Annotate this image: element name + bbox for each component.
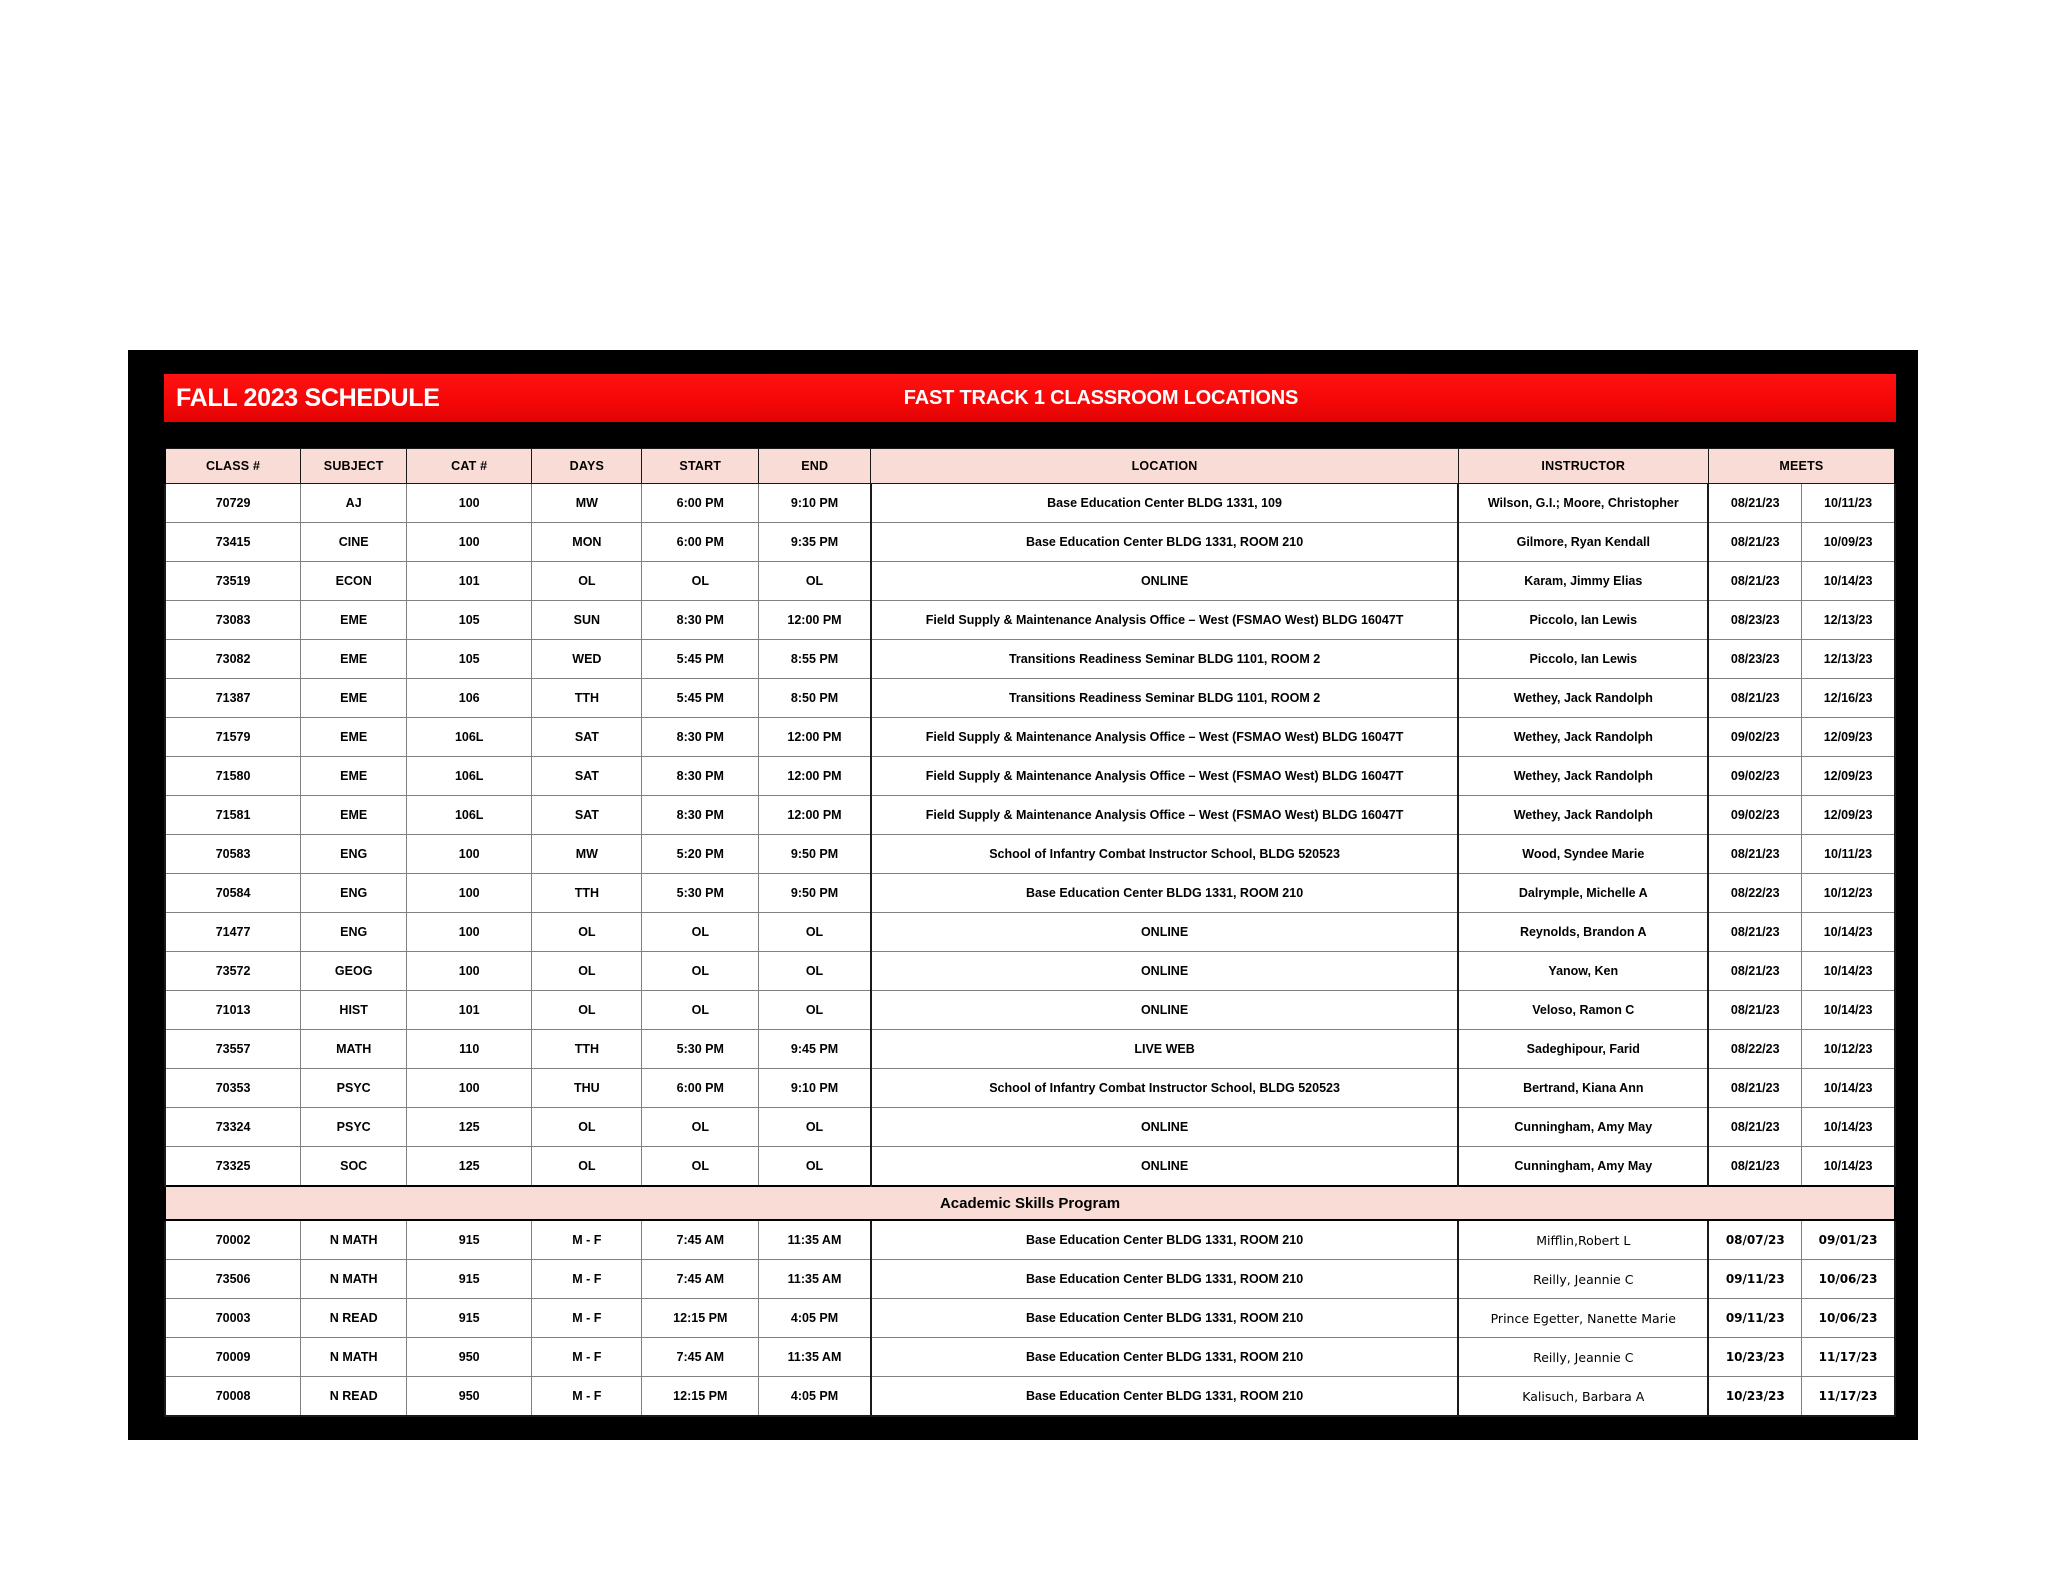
cell-meets-start: 09/02/23 — [1708, 718, 1801, 757]
cell-class-no: 71387 — [165, 679, 301, 718]
cell-class-no: 71581 — [165, 796, 301, 835]
table-row[interactable] — [165, 1299, 1895, 1338]
cell-subject: ENG — [301, 835, 407, 874]
cell-end-time: OL — [759, 1147, 871, 1187]
cell-start-time: 7:45 AM — [642, 1260, 759, 1299]
cell-subject: EME — [301, 640, 407, 679]
cell-instructor: Prince Egetter, Nanette Marie — [1458, 1299, 1708, 1338]
cell-meets-end: 10/14/23 — [1802, 562, 1895, 601]
table-body — [165, 484, 1895, 1417]
cell-meets-start: 08/21/23 — [1708, 484, 1801, 523]
cell-end-time: 9:50 PM — [759, 874, 871, 913]
cell-subject: N MATH — [301, 1220, 407, 1260]
cell-meets-start: 08/22/23 — [1708, 874, 1801, 913]
cell-subject: AJ — [301, 484, 407, 523]
cell-location: ONLINE — [871, 1108, 1458, 1147]
cell-meets-end: 12/09/23 — [1802, 796, 1895, 835]
cell-instructor: Wethey, Jack Randolph — [1458, 757, 1708, 796]
cell-meets-start: 09/11/23 — [1708, 1299, 1801, 1338]
cell-start-time: 5:20 PM — [642, 835, 759, 874]
cell-cat-no: 100 — [407, 1069, 532, 1108]
cell-meets-end: 09/01/23 — [1802, 1220, 1895, 1260]
cell-end-time: 8:55 PM — [759, 640, 871, 679]
cell-days: OL — [532, 1147, 642, 1187]
cell-location: Base Education Center BLDG 1331, ROOM 210 — [871, 523, 1458, 562]
cell-meets-start: 08/21/23 — [1708, 1069, 1801, 1108]
cell-meets-start: 08/23/23 — [1708, 601, 1801, 640]
table-row[interactable] — [165, 1030, 1895, 1069]
cell-meets-start: 08/21/23 — [1708, 991, 1801, 1030]
cell-end-time: 9:10 PM — [759, 484, 871, 523]
cell-class-no: 71579 — [165, 718, 301, 757]
cell-instructor: Bertrand, Kiana Ann — [1458, 1069, 1708, 1108]
cell-instructor: Sadeghipour, Farid — [1458, 1030, 1708, 1069]
table-row[interactable] — [165, 1377, 1895, 1417]
cell-end-time: OL — [759, 913, 871, 952]
cell-start-time: OL — [642, 991, 759, 1030]
cell-instructor: Karam, Jimmy Elias — [1458, 562, 1708, 601]
cell-location: Field Supply & Maintenance Analysis Office – West (FSMAO West) BLDG 16047T — [871, 796, 1458, 835]
cell-meets-end: 10/14/23 — [1802, 1069, 1895, 1108]
cell-subject: ENG — [301, 874, 407, 913]
cell-meets-end: 10/06/23 — [1802, 1299, 1895, 1338]
cell-days: SAT — [532, 718, 642, 757]
table-row[interactable] — [165, 991, 1895, 1030]
cell-subject: ECON — [301, 562, 407, 601]
cell-days: OL — [532, 991, 642, 1030]
col-header-location: LOCATION — [871, 449, 1458, 484]
cell-end-time: 11:35 AM — [759, 1220, 871, 1260]
cell-end-time: 12:00 PM — [759, 718, 871, 757]
cell-class-no: 71580 — [165, 757, 301, 796]
cell-days: WED — [532, 640, 642, 679]
col-header-cat-no: CAT # — [407, 449, 532, 484]
cell-location: Field Supply & Maintenance Analysis Office – West (FSMAO West) BLDG 16047T — [871, 601, 1458, 640]
col-header-days: DAYS — [532, 449, 642, 484]
cell-days: SAT — [532, 796, 642, 835]
cell-days: TTH — [532, 679, 642, 718]
cell-start-time: OL — [642, 913, 759, 952]
cell-start-time: 6:00 PM — [642, 484, 759, 523]
cell-start-time: 8:30 PM — [642, 718, 759, 757]
cell-meets-start: 10/23/23 — [1708, 1377, 1801, 1417]
cell-subject: N MATH — [301, 1338, 407, 1377]
cell-cat-no: 106 — [407, 679, 532, 718]
cell-subject: ENG — [301, 913, 407, 952]
cell-start-time: OL — [642, 1147, 759, 1187]
cell-instructor: Reilly, Jeannie C — [1458, 1260, 1708, 1299]
cell-subject: CINE — [301, 523, 407, 562]
table-header — [165, 449, 1895, 484]
cell-cat-no: 106L — [407, 718, 532, 757]
cell-meets-end: 11/17/23 — [1802, 1338, 1895, 1377]
cell-cat-no: 915 — [407, 1299, 532, 1338]
cell-class-no: 73324 — [165, 1108, 301, 1147]
cell-meets-end: 12/16/23 — [1802, 679, 1895, 718]
cell-subject: GEOG — [301, 952, 407, 991]
cell-instructor: Cunningham, Amy May — [1458, 1147, 1708, 1187]
cell-meets-start: 10/23/23 — [1708, 1338, 1801, 1377]
cell-meets-end: 10/14/23 — [1802, 991, 1895, 1030]
cell-end-time: 12:00 PM — [759, 757, 871, 796]
table-row[interactable] — [165, 835, 1895, 874]
cell-class-no: 70584 — [165, 874, 301, 913]
cell-location: ONLINE — [871, 1147, 1458, 1187]
cell-class-no: 73519 — [165, 562, 301, 601]
cell-meets-end: 10/06/23 — [1802, 1260, 1895, 1299]
table-row[interactable] — [165, 874, 1895, 913]
cell-days: M - F — [532, 1299, 642, 1338]
cell-class-no: 70002 — [165, 1220, 301, 1260]
cell-cat-no: 100 — [407, 874, 532, 913]
table-row[interactable] — [165, 757, 1895, 796]
cell-start-time: 5:45 PM — [642, 679, 759, 718]
cell-start-time: 5:30 PM — [642, 874, 759, 913]
cell-meets-start: 09/11/23 — [1708, 1260, 1801, 1299]
cell-instructor: Mifflin,Robert L — [1458, 1220, 1708, 1260]
cell-start-time: 7:45 AM — [642, 1220, 759, 1260]
cell-end-time: 4:05 PM — [759, 1299, 871, 1338]
cell-start-time: 8:30 PM — [642, 601, 759, 640]
cell-instructor: Dalrymple, Michelle A — [1458, 874, 1708, 913]
cell-start-time: 7:45 AM — [642, 1338, 759, 1377]
cell-subject: N READ — [301, 1377, 407, 1417]
cell-meets-end: 10/14/23 — [1802, 1108, 1895, 1147]
cell-meets-end: 10/14/23 — [1802, 913, 1895, 952]
cell-meets-start: 08/21/23 — [1708, 913, 1801, 952]
cell-end-time: OL — [759, 991, 871, 1030]
cell-class-no: 70729 — [165, 484, 301, 523]
col-header-meets: MEETS — [1708, 449, 1895, 484]
cell-class-no: 71477 — [165, 913, 301, 952]
schedule-table-wrapper — [164, 448, 1896, 1417]
cell-start-time: OL — [642, 1108, 759, 1147]
cell-meets-start: 08/21/23 — [1708, 952, 1801, 991]
cell-class-no: 73572 — [165, 952, 301, 991]
cell-class-no: 73506 — [165, 1260, 301, 1299]
cell-subject: PSYC — [301, 1108, 407, 1147]
cell-start-time: 12:15 PM — [642, 1299, 759, 1338]
cell-location: School of Infantry Combat Instructor School, BLDG 520523 — [871, 835, 1458, 874]
cell-start-time: 5:45 PM — [642, 640, 759, 679]
cell-end-time: OL — [759, 952, 871, 991]
cell-instructor: Veloso, Ramon C — [1458, 991, 1708, 1030]
cell-class-no: 73082 — [165, 640, 301, 679]
cell-class-no: 73083 — [165, 601, 301, 640]
cell-subject: MATH — [301, 1030, 407, 1069]
cell-subject: PSYC — [301, 1069, 407, 1108]
cell-location: ONLINE — [871, 991, 1458, 1030]
cell-start-time: 8:30 PM — [642, 757, 759, 796]
cell-subject: N READ — [301, 1299, 407, 1338]
cell-cat-no: 915 — [407, 1220, 532, 1260]
cell-instructor: Gilmore, Ryan Kendall — [1458, 523, 1708, 562]
cell-location: Transitions Readiness Seminar BLDG 1101, ROOM 2 — [871, 679, 1458, 718]
cell-end-time: 11:35 AM — [759, 1260, 871, 1299]
cell-cat-no: 101 — [407, 991, 532, 1030]
col-header-end: END — [759, 449, 871, 484]
cell-meets-start: 08/21/23 — [1708, 679, 1801, 718]
cell-instructor: Wilson, G.I.; Moore, Christopher — [1458, 484, 1708, 523]
table-row[interactable] — [165, 562, 1895, 601]
cell-meets-end: 11/17/23 — [1802, 1377, 1895, 1417]
cell-end-time: 9:35 PM — [759, 523, 871, 562]
cell-location: LIVE WEB — [871, 1030, 1458, 1069]
cell-cat-no: 100 — [407, 913, 532, 952]
cell-end-time: 9:50 PM — [759, 835, 871, 874]
cell-class-no: 70583 — [165, 835, 301, 874]
schedule-table — [164, 448, 1896, 1417]
cell-end-time: 9:45 PM — [759, 1030, 871, 1069]
cell-meets-start: 08/21/23 — [1708, 523, 1801, 562]
cell-cat-no: 950 — [407, 1338, 532, 1377]
table-row[interactable] — [165, 913, 1895, 952]
cell-meets-start: 08/21/23 — [1708, 562, 1801, 601]
table-row[interactable] — [165, 1338, 1895, 1377]
cell-end-time: 12:00 PM — [759, 601, 871, 640]
cell-location: ONLINE — [871, 913, 1458, 952]
cell-cat-no: 106L — [407, 757, 532, 796]
cell-cat-no: 106L — [407, 796, 532, 835]
cell-class-no: 73325 — [165, 1147, 301, 1187]
col-header-subject: SUBJECT — [301, 449, 407, 484]
cell-location: Field Supply & Maintenance Analysis Office – West (FSMAO West) BLDG 16047T — [871, 757, 1458, 796]
cell-end-time: 11:35 AM — [759, 1338, 871, 1377]
cell-meets-end: 12/09/23 — [1802, 757, 1895, 796]
cell-meets-start: 08/21/23 — [1708, 1147, 1801, 1187]
cell-location: Base Education Center BLDG 1331, ROOM 210 — [871, 1260, 1458, 1299]
cell-days: OL — [532, 913, 642, 952]
cell-cat-no: 100 — [407, 484, 532, 523]
table-row[interactable] — [165, 679, 1895, 718]
cell-start-time: OL — [642, 952, 759, 991]
cell-meets-end: 10/14/23 — [1802, 952, 1895, 991]
table-row[interactable] — [165, 1147, 1895, 1187]
cell-days: OL — [532, 952, 642, 991]
table-row[interactable] — [165, 1108, 1895, 1147]
cell-days: OL — [532, 562, 642, 601]
cell-subject: SOC — [301, 1147, 407, 1187]
cell-end-time: 12:00 PM — [759, 796, 871, 835]
schedule-title: FALL 2023 SCHEDULE — [176, 383, 440, 412]
cell-start-time: 6:00 PM — [642, 523, 759, 562]
table-row[interactable] — [165, 952, 1895, 991]
cell-days: MON — [532, 523, 642, 562]
cell-instructor: Wethey, Jack Randolph — [1458, 718, 1708, 757]
table-row[interactable] — [165, 1260, 1895, 1299]
cell-meets-end: 12/13/23 — [1802, 601, 1895, 640]
cell-location: ONLINE — [871, 952, 1458, 991]
cell-cat-no: 125 — [407, 1147, 532, 1187]
black-frame — [128, 350, 1918, 1440]
cell-end-time: OL — [759, 1108, 871, 1147]
cell-subject: N MATH — [301, 1260, 407, 1299]
cell-days: M - F — [532, 1220, 642, 1260]
section-banner-label: Academic Skills Program — [165, 1186, 1895, 1220]
cell-class-no: 70008 — [165, 1377, 301, 1417]
cell-end-time: 9:10 PM — [759, 1069, 871, 1108]
cell-days: SUN — [532, 601, 642, 640]
cell-days: MW — [532, 484, 642, 523]
cell-location: Base Education Center BLDG 1331, ROOM 210 — [871, 1220, 1458, 1260]
cell-start-time: 5:30 PM — [642, 1030, 759, 1069]
cell-days: M - F — [532, 1377, 642, 1417]
cell-days: THU — [532, 1069, 642, 1108]
cell-meets-start: 09/02/23 — [1708, 757, 1801, 796]
classroom-locations-title: FAST TRACK 1 CLASSROOM LOCATIONS — [903, 386, 1299, 409]
cell-location: Base Education Center BLDG 1331, ROOM 210 — [871, 1377, 1458, 1417]
cell-instructor: Wethey, Jack Randolph — [1458, 796, 1708, 835]
cell-subject: HIST — [301, 991, 407, 1030]
col-header-start: START — [642, 449, 759, 484]
cell-meets-end: 10/09/23 — [1802, 523, 1895, 562]
cell-days: MW — [532, 835, 642, 874]
cell-start-time: OL — [642, 562, 759, 601]
cell-meets-end: 12/09/23 — [1802, 718, 1895, 757]
table-row[interactable] — [165, 523, 1895, 562]
cell-end-time: OL — [759, 562, 871, 601]
cell-cat-no: 105 — [407, 601, 532, 640]
table-row[interactable] — [165, 1069, 1895, 1108]
cell-instructor: Reynolds, Brandon A — [1458, 913, 1708, 952]
table-row[interactable] — [165, 1220, 1895, 1260]
cell-meets-end: 10/12/23 — [1802, 874, 1895, 913]
cell-class-no: 70009 — [165, 1338, 301, 1377]
cell-meets-start: 08/23/23 — [1708, 640, 1801, 679]
cell-instructor: Yanow, Ken — [1458, 952, 1708, 991]
cell-subject: EME — [301, 601, 407, 640]
cell-meets-start: 08/07/23 — [1708, 1220, 1801, 1260]
cell-end-time: 4:05 PM — [759, 1377, 871, 1417]
cell-meets-start: 08/21/23 — [1708, 835, 1801, 874]
cell-meets-end: 10/11/23 — [1802, 484, 1895, 523]
col-header-instructor: INSTRUCTOR — [1458, 449, 1708, 484]
cell-cat-no: 915 — [407, 1260, 532, 1299]
cell-meets-start: 08/21/23 — [1708, 1108, 1801, 1147]
cell-subject: EME — [301, 757, 407, 796]
cell-meets-start: 08/22/23 — [1708, 1030, 1801, 1069]
cell-location: Transitions Readiness Seminar BLDG 1101, ROOM 2 — [871, 640, 1458, 679]
table-row[interactable] — [165, 640, 1895, 679]
cell-location: Base Education Center BLDG 1331, ROOM 210 — [871, 874, 1458, 913]
cell-start-time: 6:00 PM — [642, 1069, 759, 1108]
cell-start-time: 8:30 PM — [642, 796, 759, 835]
table-row[interactable] — [165, 601, 1895, 640]
cell-class-no: 71013 — [165, 991, 301, 1030]
cell-cat-no: 105 — [407, 640, 532, 679]
cell-days: TTH — [532, 874, 642, 913]
cell-cat-no: 100 — [407, 952, 532, 991]
cell-days: M - F — [532, 1338, 642, 1377]
cell-cat-no: 110 — [407, 1030, 532, 1069]
cell-subject: EME — [301, 679, 407, 718]
cell-class-no: 73415 — [165, 523, 301, 562]
cell-location: Base Education Center BLDG 1331, 109 — [871, 484, 1458, 523]
cell-instructor: Piccolo, Ian Lewis — [1458, 640, 1708, 679]
cell-subject: EME — [301, 718, 407, 757]
cell-instructor: Reilly, Jeannie C — [1458, 1338, 1708, 1377]
header-row — [165, 449, 1895, 484]
cell-class-no: 70003 — [165, 1299, 301, 1338]
cell-location: Base Education Center BLDG 1331, ROOM 210 — [871, 1338, 1458, 1377]
cell-subject: EME — [301, 796, 407, 835]
cell-location: School of Infantry Combat Instructor School, BLDG 520523 — [871, 1069, 1458, 1108]
cell-meets-end: 10/11/23 — [1802, 835, 1895, 874]
section-banner-row — [165, 1186, 1895, 1220]
cell-instructor: Wethey, Jack Randolph — [1458, 679, 1708, 718]
cell-class-no: 73557 — [165, 1030, 301, 1069]
cell-days: OL — [532, 1108, 642, 1147]
table-row[interactable] — [165, 796, 1895, 835]
cell-start-time: 12:15 PM — [642, 1377, 759, 1417]
cell-cat-no: 100 — [407, 835, 532, 874]
cell-cat-no: 101 — [407, 562, 532, 601]
cell-days: M - F — [532, 1260, 642, 1299]
table-row[interactable] — [165, 484, 1895, 523]
cell-meets-end: 12/13/23 — [1802, 640, 1895, 679]
cell-cat-no: 125 — [407, 1108, 532, 1147]
cell-instructor: Cunningham, Amy May — [1458, 1108, 1708, 1147]
cell-location: Base Education Center BLDG 1331, ROOM 210 — [871, 1299, 1458, 1338]
cell-meets-end: 10/14/23 — [1802, 1147, 1895, 1187]
cell-meets-end: 10/12/23 — [1802, 1030, 1895, 1069]
cell-instructor: Wood, Syndee Marie — [1458, 835, 1708, 874]
cell-location: Field Supply & Maintenance Analysis Office – West (FSMAO West) BLDG 16047T — [871, 718, 1458, 757]
title-banner — [164, 374, 1896, 422]
cell-instructor: Kalisuch, Barbara A — [1458, 1377, 1708, 1417]
cell-days: TTH — [532, 1030, 642, 1069]
cell-class-no: 70353 — [165, 1069, 301, 1108]
cell-location: ONLINE — [871, 562, 1458, 601]
table-row[interactable] — [165, 718, 1895, 757]
cell-days: SAT — [532, 757, 642, 796]
col-header-class-no: CLASS # — [165, 449, 301, 484]
cell-end-time: 8:50 PM — [759, 679, 871, 718]
cell-cat-no: 100 — [407, 523, 532, 562]
cell-instructor: Piccolo, Ian Lewis — [1458, 601, 1708, 640]
cell-cat-no: 950 — [407, 1377, 532, 1417]
cell-meets-start: 09/02/23 — [1708, 796, 1801, 835]
